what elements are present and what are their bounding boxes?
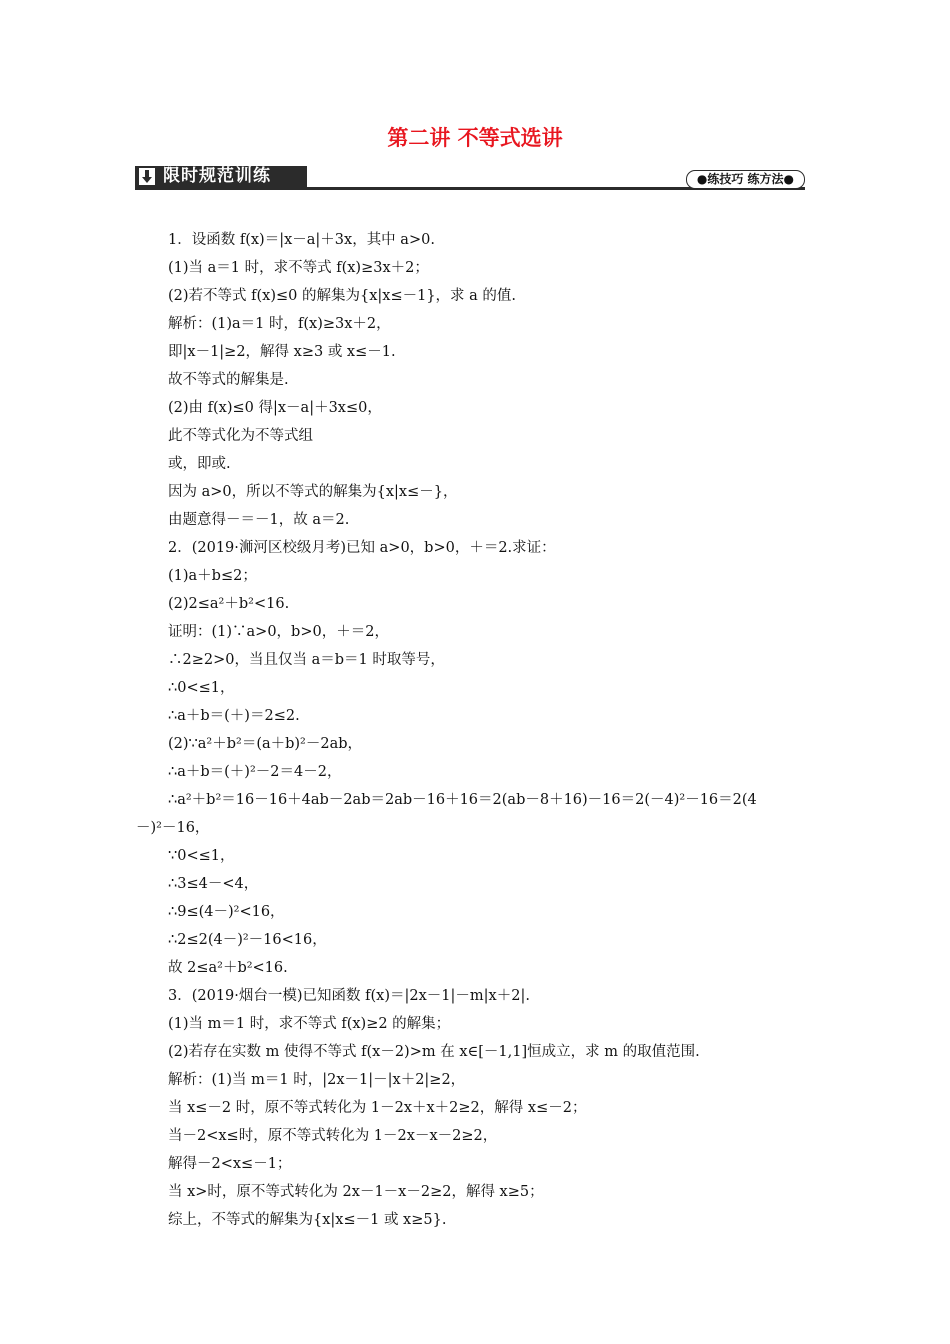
text-line: －)²－16， xyxy=(136,820,210,836)
text-line: 或，即或. xyxy=(168,456,231,472)
text-line: (1)a＋b≤2； xyxy=(168,568,257,584)
text-line: (1)当 a＝1 时，求不等式 f(x)≥3x＋2； xyxy=(168,260,429,276)
text-line: 综上，不等式的解集为{x|x≤－1 或 x≥5}. xyxy=(168,1212,447,1228)
text-line: ∴a＋b＝(＋)＝2≤2. xyxy=(168,708,300,724)
text-line: 当 x≤－2 时，原不等式转化为 1－2x＋x＋2≥2，解得 x≤－2； xyxy=(168,1100,587,1116)
document-body xyxy=(136,226,808,1234)
text-line: (2)由 f(x)≤0 得|x－a|＋3x≤0， xyxy=(168,400,382,416)
text-line: 解析：(1)a＝1 时，f(x)≥3x＋2， xyxy=(168,316,391,332)
text-line: ∴9≤(4－)²<16， xyxy=(168,904,285,920)
text-line: 即|x－1|≥2，解得 x≥3 或 x≤－1. xyxy=(168,344,396,360)
text-line: (2)若不等式 f(x)≤0 的解集为{x|x≤－1}，求 a 的值. xyxy=(168,288,517,304)
text-line: (2)2≤a²＋b²<16. xyxy=(168,596,290,612)
text-line: 因为 a>0，所以不等式的解集为{x|x≤－}， xyxy=(168,484,458,500)
text-line: ∴2≥2>0，当且仅当 a＝b＝1 时取等号， xyxy=(168,652,445,668)
text-line: 解得－2<x≤－1； xyxy=(168,1156,292,1172)
text-line: (2)∵a²＋b²＝(a＋b)²－2ab， xyxy=(168,736,363,752)
text-line: 解析：(1)当 m＝1 时，|2x－1|－|x＋2|≥2， xyxy=(168,1072,466,1088)
text-line: (1)当 m＝1 时，求不等式 f(x)≥2 的解集； xyxy=(168,1016,451,1032)
text-line: 当－2<x≤时，原不等式转化为 1－2x－x－2≥2， xyxy=(168,1128,498,1144)
text-line: 此不等式化为不等式组 xyxy=(168,428,313,444)
text-line: ∵0<≤1， xyxy=(168,848,235,864)
page-title: 第二讲 不等式选讲 xyxy=(387,126,563,150)
text-line: 由题意得－＝－1，故 a＝2. xyxy=(168,512,350,528)
download-arrow-icon xyxy=(139,168,155,185)
banner-tag: ●练技巧 练方法● xyxy=(686,170,805,189)
text-line: 当 x>时，原不等式转化为 2x－1－x－2≥2，解得 x≥5； xyxy=(168,1184,544,1200)
text-line: 证明：(1)∵a>0，b>0，＋＝2， xyxy=(168,624,389,640)
section-banner xyxy=(135,166,805,194)
text-line: 2．(2019·浉河区校级月考)已知 a>0，b>0，＋＝2.求证： xyxy=(168,540,556,556)
text-line: ∴a＋b＝(＋)²－2＝4－2， xyxy=(168,764,342,780)
text-line: 故 2≤a²＋b²<16. xyxy=(168,960,288,976)
banner-label: 限时规范训练 xyxy=(163,166,271,186)
text-line: ∴3≤4－<4， xyxy=(168,876,259,892)
text-line: 3．(2019·烟台一模)已知函数 f(x)＝|2x－1|－m|x＋2|. xyxy=(168,988,530,1004)
text-line: 故不等式的解集是. xyxy=(168,372,289,388)
text-line: ∴2≤2(4－)²－16<16， xyxy=(168,932,327,948)
text-line: ∴0<≤1， xyxy=(168,680,235,696)
text-line: ∴a²＋b²＝16－16＋4ab－2ab＝2ab－16＋16＝2(ab－8＋16)－16＝2(－4)²－16＝2(4 xyxy=(168,792,757,808)
text-line: 1．设函数 f(x)＝|x－a|＋3x，其中 a>0. xyxy=(168,232,435,248)
text-line: (2)若存在实数 m 使得不等式 f(x－2)>m 在 x∈[－1,1]恒成立，求 m 的取值范围. xyxy=(168,1044,700,1060)
